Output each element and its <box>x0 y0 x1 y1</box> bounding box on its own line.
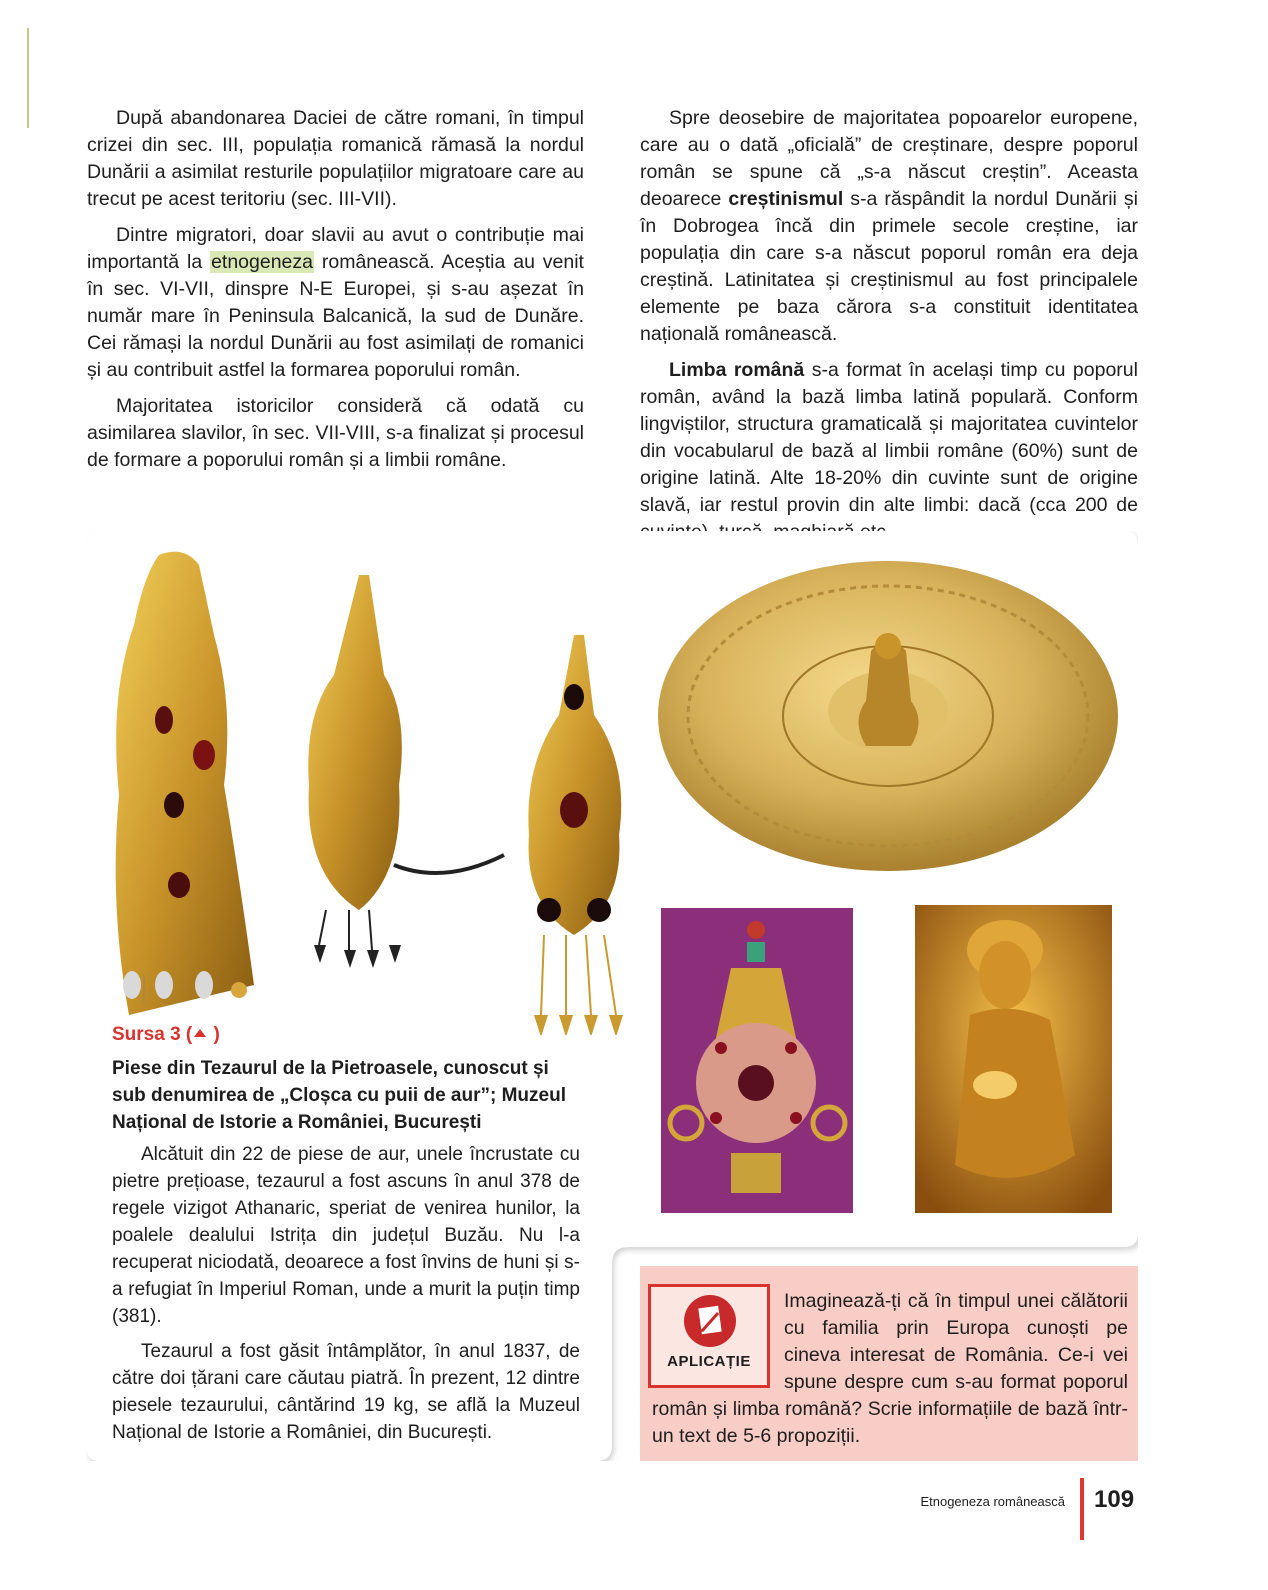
paragraph: După abandonarea Daciei de către romani, în timpul crizei din sec. III, populația romanică rămasă la nordul Dunării a asimilat resturile populațiilor migratoare care au trecut pe acest teritoriu (sec. III-VII). <box>87 107 584 210</box>
bold-term: Limba română <box>669 359 805 381</box>
page-number: 109 <box>1094 1486 1135 1513</box>
chapter-title: Etnogeneza românească <box>920 1494 1065 1509</box>
paragraph <box>640 105 1138 348</box>
triangle-up-icon <box>194 1029 206 1037</box>
bold-term: creștinismul <box>728 188 844 210</box>
footer-divider <box>1080 1478 1084 1540</box>
paragraph: Alcătuit din 22 de piese de aur, unele încrustate cu pietre prețioase, tezaurul a fost ascuns în anul 378 de regele vizigot Athanaric, speriat de venirea hunilor, la poalele dealului Istrița din județul Buzău. Nu l-a recuperat niciodată, deoarece a fost învins de huni și s-a refugiat în Imperiul Roman, unde a murit la puțin timp (381). <box>112 1144 580 1327</box>
paragraph <box>640 357 1138 546</box>
patera-dish-photo <box>656 551 1126 896</box>
text-run: Spre deosebire de majoritatea popoarelor europene, care au o dată „oficială” de creștinare, despre poporul român se spune că „s-a născut creștin”. Aceasta deoarece <box>640 107 1138 210</box>
paragraph <box>87 222 584 384</box>
seated-figure-photo <box>915 905 1112 1213</box>
left-text-column <box>87 105 584 483</box>
small-fibula-photo <box>661 908 853 1213</box>
application-box <box>640 1266 1138 1461</box>
text-run: Dintre migratori, doar slavii au avut o contribuție mai importantă la <box>87 224 584 273</box>
text-run: românească. Aceștia au venit în sec. VI-VII, dinspre N-E Europei, și s-au așezat în număr mare în Peninsula Balcanică, la sud de Dunăre. Cei rămași la nordul Dunării au fost asimilați de romanici și au contribuit astfel la formarea poporului român. <box>87 251 584 381</box>
eagle-fibulae-photo <box>104 545 644 1035</box>
margin-rule <box>27 28 29 128</box>
application-label: APLICAȚIE <box>667 1353 751 1370</box>
application-text: Imaginează-ți că în timpul unei călătorii cu familia prin Europa cunoști pe cineva interesat de România. Ce-i vei spune despre cum s-au format poporul român și limba română? Scrie informațiile de bază într-un text de 5-6 propoziții. <box>652 1290 1128 1447</box>
source-title: Sursa 3 ( ) <box>112 1024 220 1045</box>
right-text-column <box>640 105 1138 555</box>
glossary-term-highlight[interactable]: etnogeneza <box>211 251 313 273</box>
text-run: s-a format în același timp cu poporul român, având la bază limba latină populară. Conform lingviștilor, structura gramaticală și majoritatea cuvintelor din vocabularul de bază al limbii române (60%) sunt de origine latină. Alte 18-20% din cuvinte sunt de origine slavă, iar restul provin din alte limbi: dacă (cca 200 de <box>640 359 1138 516</box>
paragraph: Majoritatea istoricilor consideră că odată cu asimilarea slavilor, în sec. VII-VIII, s-a finalizat și procesul de formare a poporului român și a limbii române. <box>87 395 584 471</box>
source-description <box>112 1141 580 1454</box>
text-run: s-a răspândit la nordul Dunării și în Dobrogea încă din primele secole creștine, iar populația din care s-a născut poporul român era deja creștină. Latinitatea și creștinismul au fost principalele elemente pe baza cărora s-a constituit identitatea națională românească. <box>640 188 1139 345</box>
paragraph: Tezaurul a fost găsit întâmplător, în anul 1837, de către doi țărani care căutau piatră. În prezent, 12 dintre piesele tezaurului, cântărind 19 kg, se află la Muzeul Național de Istorie a României, din București. <box>112 1341 580 1443</box>
source-caption: Piese din Tezaurul de la Pietroasele, cunoscut și sub denumirea de „Cloșca cu puii de aur”; Muzeul Național de Istorie a României, București <box>112 1058 566 1133</box>
